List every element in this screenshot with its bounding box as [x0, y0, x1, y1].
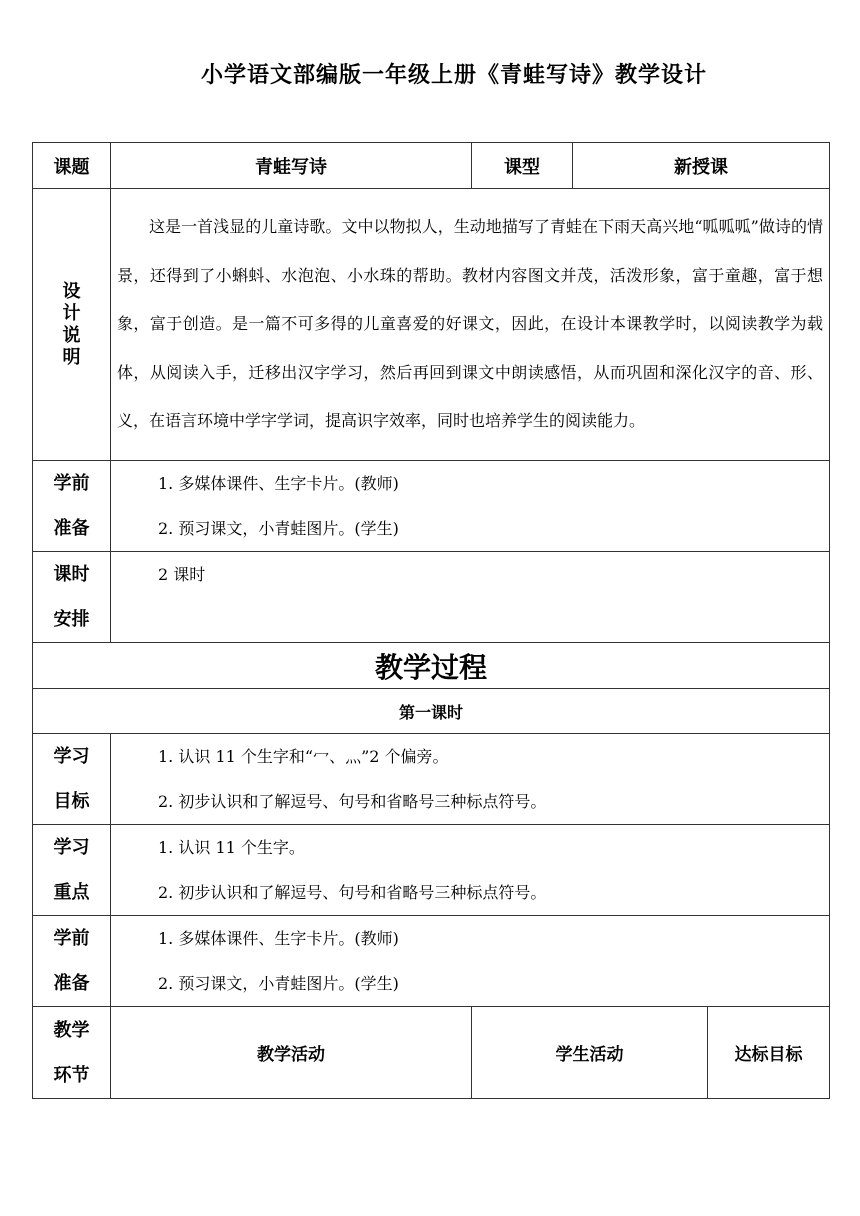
goal-target-label: 达标目标: [734, 1045, 803, 1065]
student-activity-label: 学生活动: [472, 1007, 708, 1098]
focus-items: [111, 825, 830, 916]
row-process-title: [33, 643, 830, 689]
steps-label-1: 教学: [53, 1019, 90, 1041]
steps-label-cell: [33, 1007, 111, 1099]
focus-item: 1. 认识 11 个生字。: [158, 838, 305, 857]
col-teacher-activity: 教学活动: [111, 1007, 472, 1099]
type-value: 新授课: [573, 143, 830, 189]
prep-items: [111, 461, 830, 552]
col-student-activity: [472, 1007, 830, 1099]
goals-label-cell: [33, 734, 111, 825]
row-steps: [33, 1007, 830, 1099]
row-focus: [33, 825, 830, 916]
prep-item: 1. 多媒体课件、生字卡片。(教师): [158, 474, 399, 493]
prep2-items: [111, 916, 830, 1007]
prep2-label-2: 准备: [53, 973, 90, 994]
schedule-cell: [111, 552, 830, 643]
focus-label-2: 重点: [53, 882, 90, 903]
lesson-plan-table: [32, 142, 830, 1099]
topic-label: 课题: [33, 143, 111, 189]
lesson-title: 第一课时: [33, 689, 830, 734]
prep-label-1: 学前: [53, 473, 90, 494]
type-label: 课型: [472, 143, 573, 189]
row-prep2: [33, 916, 830, 1007]
schedule-label-2: 安排: [53, 609, 90, 630]
topic-value: 青蛙写诗: [111, 143, 472, 189]
design-label-cell: [33, 189, 111, 461]
goal-item: 1. 认识 11 个生字和“冖、灬”2 个偏旁。: [158, 747, 449, 766]
prep2-item: 2. 预习课文，小青蛙图片。(学生): [158, 974, 399, 993]
design-label: 设计说明: [62, 280, 81, 368]
row-prep: [33, 461, 830, 552]
focus-item: 2. 初步认识和了解逗号、句号和省略号三种标点符号。: [158, 883, 547, 902]
steps-label-2: 环节: [53, 1064, 90, 1086]
row-lesson-title: [33, 689, 830, 734]
goals-label-1: 学习: [53, 746, 90, 767]
prep2-label-cell: [33, 916, 111, 1007]
schedule-label-cell: [33, 552, 111, 643]
prep-label-2: 准备: [53, 518, 90, 539]
prep2-item: 1. 多媒体课件、生字卡片。(教师): [158, 929, 399, 948]
process-title: 教学过程: [33, 643, 830, 689]
prep2-label-1: 学前: [53, 928, 90, 949]
schedule-value: 2 课时: [158, 565, 206, 584]
goals-label-2: 目标: [53, 791, 90, 812]
prep-label-cell: [33, 461, 111, 552]
row-topic: [33, 143, 830, 189]
prep-item: 2. 预习课文，小青蛙图片。(学生): [158, 519, 399, 538]
goals-items: [111, 734, 830, 825]
row-design: [33, 189, 830, 461]
focus-label-1: 学习: [53, 837, 90, 858]
schedule-label-1: 课时: [53, 564, 90, 585]
design-text: 这是一首浅显的儿童诗歌。文中以物拟人，生动地描写了青蛙在下雨天高兴地“呱呱呱”做诗的情景，还得到了小蝌蚪、水泡泡、小水珠的帮助。教材内容图文并茂，活泼形象，富于童趣，富于想象，富于创造。是一篇不可多得的儿童喜爱的好课文，因此，在设计本课教学时，以阅读教学为载体，从阅读入手，迁移出汉字学习，然后再回到课文中朗读感悟，从而巩固和深化汉字的音、形、义，在语言环境中学字学词，提高识字效率，同时也培养学生的阅读能力。: [117, 217, 823, 431]
focus-label-cell: [33, 825, 111, 916]
row-goals: [33, 734, 830, 825]
design-text-cell: [111, 189, 830, 461]
row-schedule: [33, 552, 830, 643]
goal-item: 2. 初步认识和了解逗号、句号和省略号三种标点符号。: [158, 792, 547, 811]
document-title: 小学语文部编版一年级上册《青蛙写诗》教学设计: [200, 63, 707, 88]
